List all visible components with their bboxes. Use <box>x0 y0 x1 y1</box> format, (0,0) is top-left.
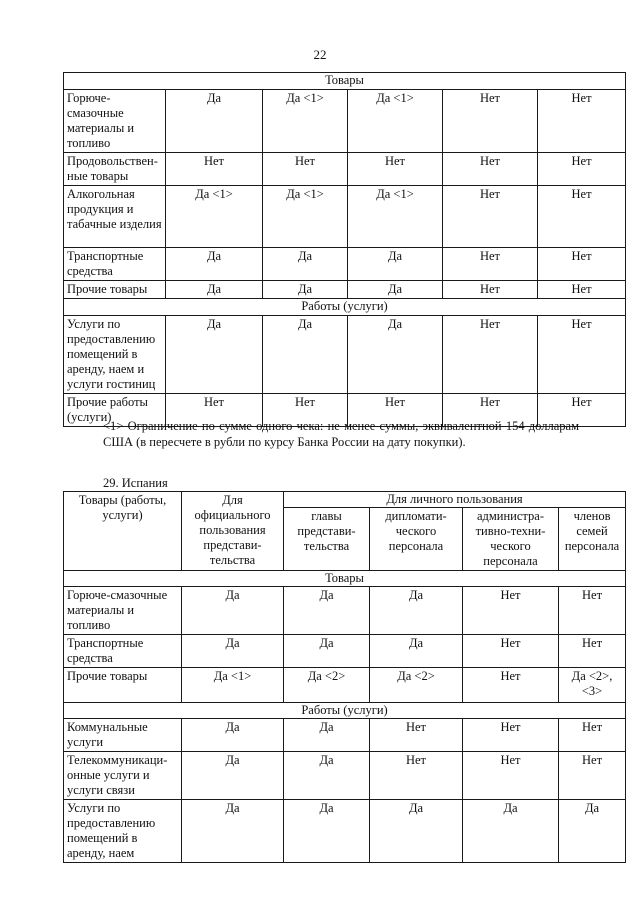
cell-value: Да <1> <box>348 90 443 153</box>
section-title: 29. Испания <box>103 476 168 490</box>
cell-value: Нет <box>559 752 626 800</box>
allowance-table-spain <box>63 491 626 863</box>
cell-value: Да <1> <box>348 186 443 248</box>
cell-value: Нет <box>538 186 626 248</box>
cell-value: Да <box>263 281 348 299</box>
cell-value: Нет <box>559 587 626 635</box>
cell-value: Да <box>463 800 559 863</box>
cell-value: Да <box>166 316 263 394</box>
section-header-goods: Товары <box>64 571 626 587</box>
cell-value: Нет <box>538 316 626 394</box>
cell-value: Нет <box>348 153 443 186</box>
cell-value: Да <1> <box>166 186 263 248</box>
cell-value: Да <box>263 316 348 394</box>
cell-value: Нет <box>538 394 626 427</box>
cell-value: Да <1> <box>263 186 348 248</box>
header-row <box>64 492 626 508</box>
table-row <box>64 186 626 248</box>
cell-value: Нет <box>443 316 538 394</box>
cell-value: Нет <box>348 394 443 427</box>
cell-value: Да <box>182 752 284 800</box>
cell-value: Нет <box>559 635 626 668</box>
cell-value: Да <box>284 635 370 668</box>
table-row <box>64 153 626 186</box>
cell-value: Нет <box>263 394 348 427</box>
allowance-table-previous-country <box>63 72 626 427</box>
column-header-personal: Для личного пользования <box>284 492 626 508</box>
cell-value: Да <2> <box>284 668 370 703</box>
section-header-goods: Товары <box>64 73 626 90</box>
cell-value: Нет <box>370 719 463 752</box>
row-label: Прочие товары <box>64 281 166 299</box>
cell-value: Да <box>284 587 370 635</box>
row-label: Транспортные средства <box>64 635 182 668</box>
cell-value: Да <box>263 248 348 281</box>
cell-value: Нет <box>463 719 559 752</box>
column-header-official: Для официального пользования представи-тельства <box>182 492 284 571</box>
cell-value: Нет <box>166 153 263 186</box>
cell-value: Нет <box>538 281 626 299</box>
cell-value: Да <box>284 800 370 863</box>
row-label: Горюче-смазочные материалы и топливо <box>64 587 182 635</box>
column-header-diplomatic-staff: дипломати-ческого персонала <box>370 508 463 571</box>
cell-value: Да <box>370 635 463 668</box>
cell-value: Нет <box>443 394 538 427</box>
cell-value: Нет <box>263 153 348 186</box>
row-label: Услуги по предоставлению помещений в аренду, наем <box>64 800 182 863</box>
cell-value: Нет <box>443 281 538 299</box>
cell-value: Нет <box>463 752 559 800</box>
cell-value: Нет <box>559 719 626 752</box>
cell-value: Нет <box>443 90 538 153</box>
row-label: Продовольствен-ные товары <box>64 153 166 186</box>
section-row-goods <box>64 571 626 587</box>
cell-value: Да <box>348 316 443 394</box>
cell-value: Нет <box>166 394 263 427</box>
cell-value: Нет <box>443 248 538 281</box>
cell-value: Да <2>, <3> <box>559 668 626 703</box>
cell-value: Да <1> <box>182 668 284 703</box>
page-number: 22 <box>313 47 327 62</box>
cell-value: Да <box>182 587 284 635</box>
table-row <box>64 800 626 863</box>
footnote: <1> Ограничение по сумме одного чека: не менее суммы, эквивалентной 154 долларам США (в пересчете в рубли по курсу Банка России на дату покупки). <box>103 419 579 449</box>
cell-value: Да <box>166 281 263 299</box>
row-label: Горюче-смазочные материалы и топливо <box>64 90 166 153</box>
cell-value: Да <box>182 635 284 668</box>
cell-value: Нет <box>538 90 626 153</box>
cell-value: Да <box>348 248 443 281</box>
cell-value: Нет <box>463 668 559 703</box>
cell-value: Нет <box>443 153 538 186</box>
table-row <box>64 635 626 668</box>
cell-value: Нет <box>463 587 559 635</box>
cell-value: Да <box>166 248 263 281</box>
table-row <box>64 316 626 394</box>
row-label: Коммунальные услуги <box>64 719 182 752</box>
cell-value: Да <box>348 281 443 299</box>
cell-value: Нет <box>443 186 538 248</box>
column-header-goods: Товары (работы, услуги) <box>64 492 182 571</box>
section-header-works: Работы (услуги) <box>64 703 626 719</box>
column-header-admin-staff: администра-тивно-техни-ческого персонала <box>463 508 559 571</box>
cell-value: Да <box>284 719 370 752</box>
section-row-works <box>64 703 626 719</box>
cell-value: Нет <box>538 248 626 281</box>
table-row <box>64 668 626 703</box>
cell-value: Да <box>559 800 626 863</box>
section-row-works <box>64 299 626 316</box>
row-label: Прочие товары <box>64 668 182 703</box>
row-label: Прочие работы (услуги) <box>64 394 166 427</box>
column-header-family-members: членов семей персонала <box>559 508 626 571</box>
cell-value: Да <box>370 800 463 863</box>
row-label: Алкогольная продукция и табачные изделия <box>64 186 166 248</box>
cell-value: Да <box>182 719 284 752</box>
row-label: Услуги по предоставлению помещений в аренду, наем и услуги гостиниц <box>64 316 166 394</box>
cell-value: Да <1> <box>263 90 348 153</box>
cell-value: Нет <box>463 635 559 668</box>
column-header-head-of-mission: главы представи-тельства <box>284 508 370 571</box>
section-row-goods <box>64 73 626 90</box>
table-row <box>64 281 626 299</box>
cell-value: Да <box>370 587 463 635</box>
cell-value: Да <box>182 800 284 863</box>
cell-value: Да <box>284 752 370 800</box>
row-label: Телекоммуникаци-онные услуги и услуги связи <box>64 752 182 800</box>
cell-value: Да <box>166 90 263 153</box>
table-row <box>64 752 626 800</box>
table-row <box>64 90 626 153</box>
table-row <box>64 248 626 281</box>
section-header-works: Работы (услуги) <box>64 299 626 316</box>
cell-value: Нет <box>538 153 626 186</box>
cell-value: Да <2> <box>370 668 463 703</box>
row-label: Транспортные средства <box>64 248 166 281</box>
cell-value: Нет <box>370 752 463 800</box>
table-row <box>64 719 626 752</box>
table-row <box>64 587 626 635</box>
